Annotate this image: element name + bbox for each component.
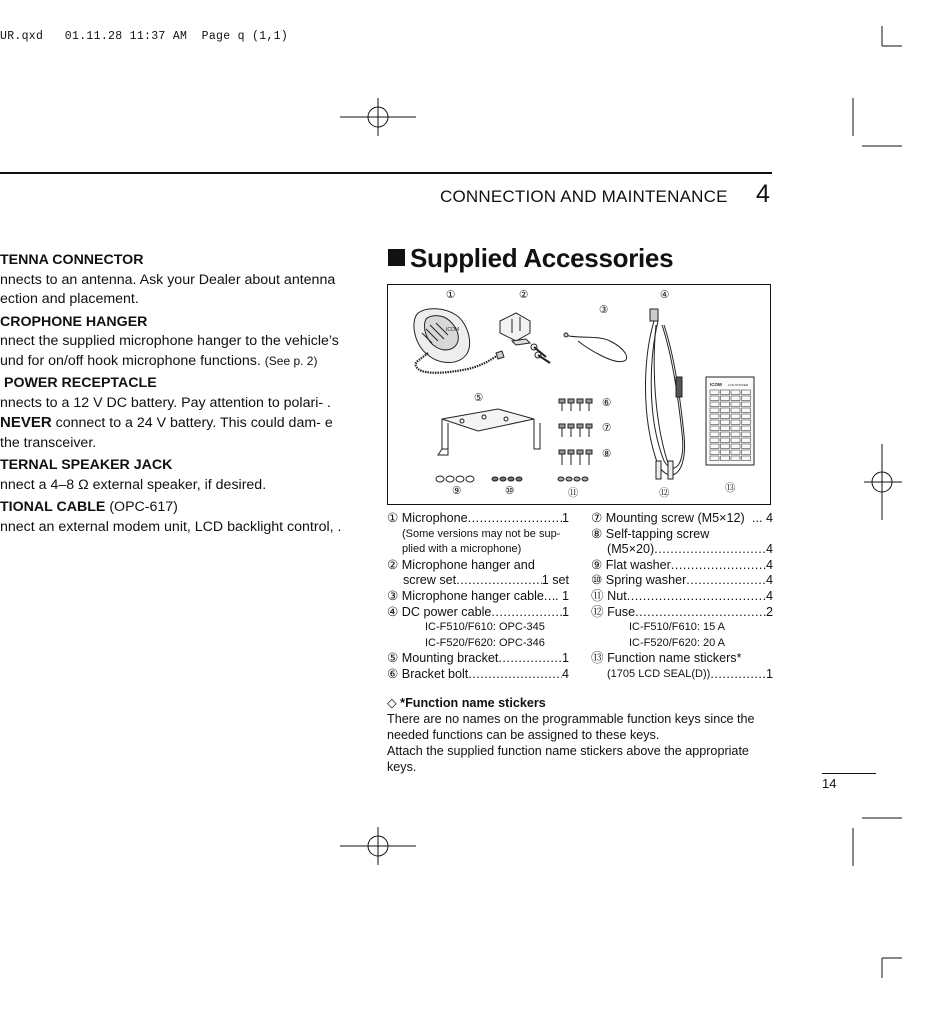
callout-3: ③: [599, 304, 609, 316]
accessory-label: ⑫ Fuse: [591, 604, 636, 619]
accessory-item: [387, 589, 569, 605]
header-rule: [0, 172, 772, 174]
callout-1: ①: [446, 289, 456, 301]
accessory-subnote: IC-F520/F620: OPC-346: [425, 636, 545, 649]
callout-6: ⑥: [602, 397, 612, 409]
dot-leader: [671, 558, 766, 574]
accessory-label: ⑦ Mounting screw (M5×12): [591, 511, 745, 525]
sticker-brand-text: ICOM: [710, 382, 722, 387]
dot-leader: [654, 542, 766, 558]
item-heading-mic-hanger: CROPHONE HANGER: [0, 313, 148, 330]
dc-power-cable-icon: [646, 309, 685, 475]
accessory-item: [591, 511, 773, 527]
accessories-list-right: [591, 511, 773, 683]
sticker-label-text: LCD-STICKER: [728, 383, 749, 387]
accessory-item: [591, 605, 773, 621]
item-heading-optional-cable: TIONAL CABLE (OPC-617): [0, 499, 178, 515]
callout-4: ④: [660, 289, 670, 301]
accessory-label: (M5×20): [607, 542, 655, 557]
mounting-bracket-icon: [438, 409, 540, 455]
accessory-label: ⑤ Mounting bracket: [387, 651, 499, 666]
dot-leader: [498, 651, 562, 667]
accessory-quantity: 2: [765, 604, 773, 619]
accessory-subnote: IC-F510/F610: 15 A: [629, 621, 725, 634]
square-bullet-icon: [388, 249, 405, 266]
dot-leader: [686, 573, 766, 589]
accessory-subnote: IC-F520/F620: 20 A: [629, 636, 725, 649]
accessory-quantity: . 1: [554, 588, 569, 603]
item-body-optional-cable: nnect an external modem unit, LCD backlight control, .: [0, 518, 342, 535]
callout-11: ⑪: [568, 487, 579, 499]
accessory-item: [591, 527, 773, 543]
accessory-quantity: ... 4: [752, 511, 773, 525]
page-number-rule: [822, 773, 876, 774]
item-body-power: nnects to a 12 V DC battery. Pay attention to polari- . NEVER connect to a 24 V battery. This could dam- e the transceiver.: [0, 394, 333, 451]
accessory-label: ③ Microphone hanger cable: [387, 588, 544, 603]
item-heading-speaker: TERNAL SPEAKER JACK: [0, 457, 173, 473]
dot-leader: [710, 667, 766, 683]
fuses-icon: [656, 461, 673, 479]
dot-leader: [468, 667, 562, 683]
accessory-item: [591, 573, 773, 589]
accessory-label: ⑬ Function name stickers*: [591, 651, 742, 666]
callout-2: ②: [519, 289, 529, 301]
accessory-quantity: 4: [765, 573, 773, 588]
nuts-icon: [558, 477, 588, 481]
accessory-item: [387, 573, 569, 589]
accessory-quantity: 1: [561, 651, 569, 666]
accessory-subnote: IC-F510/F610: OPC-345: [425, 621, 545, 634]
item-body-mic-hanger: nnect the supplied microphone hanger to the vehicle’s und for on/off hook microphone functions. (See p. 2): [0, 333, 339, 369]
note-heading: ◇ *Function name stickers: [387, 696, 546, 710]
accessory-item: [387, 605, 569, 621]
accessory-quantity: 1 set: [541, 573, 569, 588]
callout-13: ⑬: [725, 482, 736, 494]
self-tapping-screws-icon: [559, 450, 592, 465]
accessory-subnote: plied with a microphone): [402, 543, 522, 556]
callout-5: ⑤: [474, 392, 484, 404]
dot-leader: [544, 589, 555, 605]
bracket-bolts-icon: [559, 399, 592, 411]
microphone-hanger-icon: [500, 313, 550, 363]
accessories-figure: [387, 284, 771, 505]
accessory-label: ④ DC power cable: [387, 604, 492, 619]
accessory-label: ⑩ Spring washer: [591, 573, 687, 588]
item-heading-antenna: TENNA CONNECTOR: [0, 252, 144, 268]
accessory-item: [387, 511, 569, 527]
accessory-quantity: 1: [765, 666, 773, 681]
accessory-quantity: 4: [765, 557, 773, 572]
accessory-quantity: 1: [561, 511, 569, 525]
dot-leader: [635, 605, 766, 621]
callout-12: ⑫: [659, 487, 670, 499]
accessory-label: ① Microphone: [387, 511, 468, 525]
accessory-label: ⑪ Nut: [591, 588, 627, 603]
accessory-subnote: (Some versions may not be sup-: [402, 527, 561, 540]
accessory-item: [591, 558, 773, 574]
accessory-item: [591, 667, 773, 683]
flat-washers-icon: [436, 476, 474, 482]
item-body-speaker: nnect a 4–8 Ω external speaker, if desired.: [0, 476, 267, 493]
note-paragraph-1: There are no names on the programmable function keys since the needed functions can be assigned to these keys.: [387, 712, 755, 742]
accessory-item: [591, 542, 773, 558]
accessory-quantity: 4: [765, 588, 773, 603]
mic-brand-text: ICOM: [446, 327, 460, 333]
accessory-label: ⑧ Self-tapping screw: [591, 526, 710, 541]
function-stickers-note: [387, 695, 773, 775]
page-number: 14: [822, 776, 837, 791]
dot-leader: [491, 605, 562, 621]
dot-leader: [627, 589, 766, 605]
note-paragraph-2: Attach the supplied function name stickers above the appropriate keys.: [387, 744, 749, 774]
spring-washers-icon: [492, 477, 522, 481]
callout-10: ⑩: [505, 485, 515, 497]
accessory-quantity: 1: [561, 604, 569, 619]
dot-leader: [468, 511, 562, 527]
hanger-cable-icon: [564, 333, 627, 362]
accessory-label: (1705 LCD SEAL(D)): [607, 667, 711, 680]
accessories-list-left: [387, 511, 569, 683]
dot-leader: [456, 573, 542, 589]
accessory-label: ⑨ Flat washer: [591, 557, 671, 572]
mounting-screws-icon: [559, 424, 592, 437]
callout-7: ⑦: [602, 422, 612, 434]
item-body-antenna: nnects to an antenna. Ask your Dealer about antenna ection and placement.: [0, 271, 336, 307]
accessory-item: [387, 558, 569, 574]
chapter-number: 4: [756, 180, 770, 208]
accessory-label: ⑥ Bracket bolt: [387, 666, 469, 681]
accessory-quantity: 4: [765, 542, 773, 557]
accessory-item: [387, 651, 569, 667]
see-page-note: (See p. 2): [264, 353, 318, 368]
accessories-illustration: [388, 285, 772, 506]
callout-8: ⑧: [602, 448, 612, 460]
accessory-item: [387, 667, 569, 683]
left-column: [0, 248, 345, 540]
print-slug: UR.qxd 01.11.28 11:37 AM Page q (1,1): [0, 30, 289, 43]
item-heading-power: POWER RECEPTACLE: [4, 375, 157, 391]
accessory-label: screw set: [403, 573, 457, 588]
microphone-icon: [414, 309, 504, 373]
accessory-label: ② Microphone hanger and: [387, 557, 535, 572]
chapter-title: CONNECTION AND MAINTENANCE: [440, 187, 728, 206]
accessory-item: [591, 651, 773, 667]
callout-9: ⑨: [452, 485, 462, 497]
never-warning: NEVER: [0, 414, 52, 431]
accessory-quantity: 4: [561, 666, 569, 681]
section-title: Supplied Accessories: [388, 243, 673, 274]
accessory-item: [591, 589, 773, 605]
